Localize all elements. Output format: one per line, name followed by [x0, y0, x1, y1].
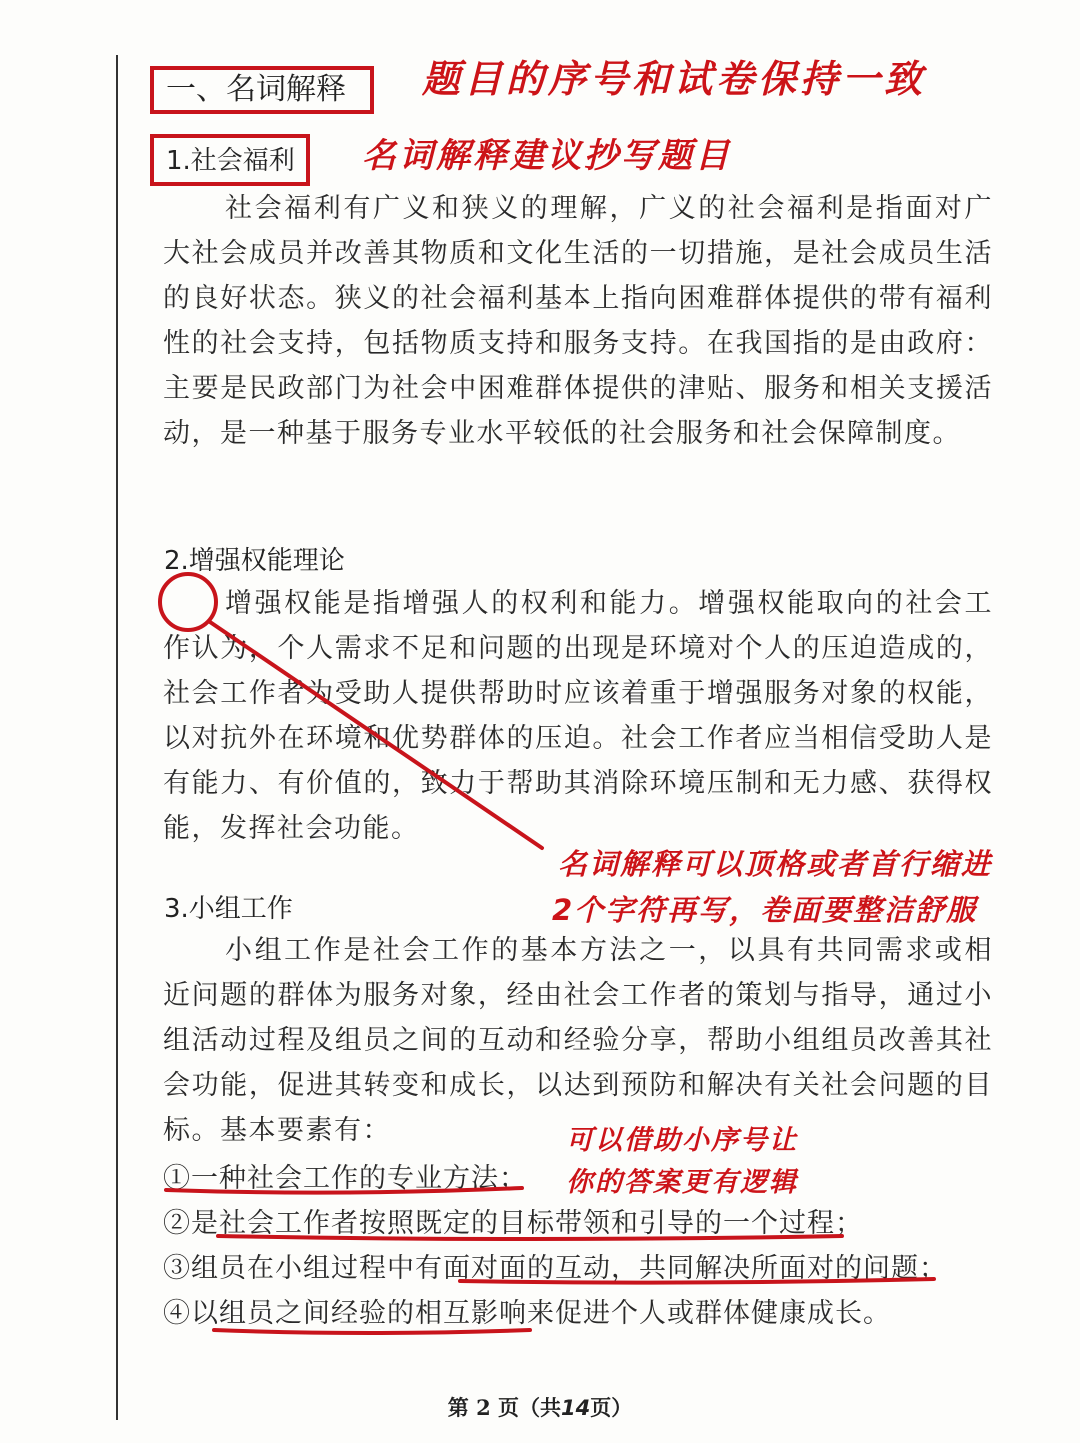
underline-item-4: [214, 1330, 530, 1333]
annotation-note-1: 题目的序号和试卷保持一致: [422, 57, 927, 101]
footer-total-pages: 14: [561, 1396, 591, 1420]
page-footer: [0, 1392, 1080, 1422]
underline-item-2: [218, 1236, 842, 1239]
term-title-1: 1.社会福利: [150, 134, 310, 186]
underline-item-1: [166, 1188, 522, 1193]
annotation-note-4-line-2: 你的答案更有逻辑: [566, 1167, 798, 1198]
element-item-3: ③组员在小组过程中有面对面的互动，共同解决所面对的问题；: [163, 1253, 947, 1284]
footer-suffix: 页）: [590, 1395, 633, 1420]
underline-item-3: [460, 1279, 934, 1283]
term-body-3: 小组工作是社会工作的基本方法之一，以具有共同需求或相近问题的群体为服务对象，经由社会工作者的策划与指导，通过小组活动过程及组员之间的互动和经验分享，帮助小组组员改善其社会功能，促进其转变和成长，以达到预防和解决有关社会问题的目标。基本要素有：: [163, 935, 993, 1146]
element-item-1: ①一种社会工作的专业方法；: [163, 1163, 527, 1194]
section-heading: 一、名词解释: [150, 66, 374, 114]
annotation-note-4-line-1: 可以借助小序号让: [566, 1125, 798, 1156]
annotation-note-3-line-2: 2个字符再写，卷面要整洁舒服: [552, 893, 978, 927]
term-title-3: 3.小组工作: [164, 894, 293, 924]
element-item-2: ②是社会工作者按照既定的目标带领和引导的一个过程；: [163, 1208, 863, 1239]
pointer-line-mark: [210, 622, 542, 848]
annotation-note-2: 名词解释建议抄写题目: [362, 136, 732, 176]
term-body-2: 增强权能是指增强人的权利和能力。增强权能取向的社会工作认为，个人需求不足和问题的出现是环境对个人的压迫造成的，社会工作者为受助人提供帮助时应该着重于增强服务对象的权能，以对抗外在环境和优势群体的压迫。社会工作者应当相信受助人是有能力、有价值的，致力于帮助其消除环境压制和无力感、获得权能，发挥社会功能。: [163, 588, 993, 844]
term-body-1: 社会福利有广义和狭义的理解，广义的社会福利是指面对广大社会成员并改善其物质和文化生活的一切措施，是社会成员生活的良好状态。狭义的社会福利基本上指向困难群体提供的带有福利性的社会支持，包括物质支持和服务支持。在我国指的是由政府：主要是民政部门为社会中困难群体提供的津贴、服务和相关支援活动，是一种基于服务专业水平较低的社会服务和社会保障制度。: [163, 193, 993, 449]
footer-prefix: 第 2 页（共: [447, 1395, 561, 1420]
annotation-note-3-line-1: 名词解释可以顶格或者首行缩进: [558, 847, 993, 881]
indent-circle-mark: [160, 574, 216, 630]
term-title-2: 2.增强权能理论: [164, 546, 345, 576]
element-item-4: ④以组员之间经验的相互影响来促进个人或群体健康成长。: [163, 1298, 891, 1329]
